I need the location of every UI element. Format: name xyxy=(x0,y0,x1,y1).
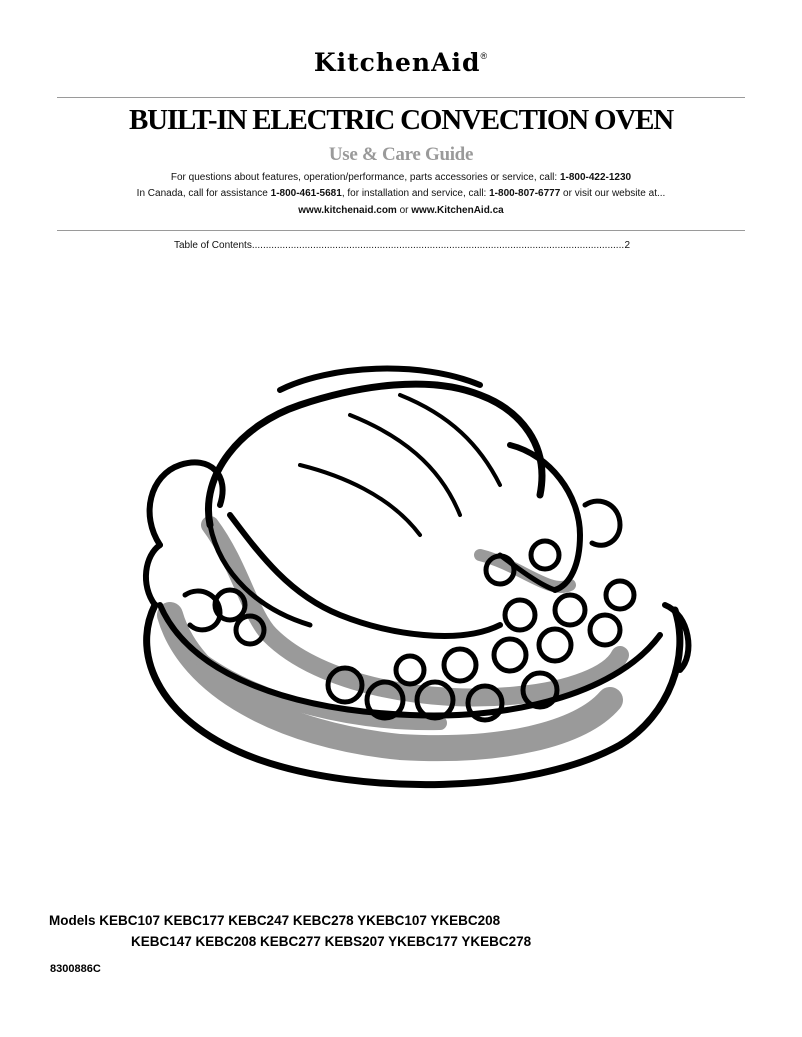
phone-number: 1-800-807-6777 xyxy=(489,188,561,199)
contact-text: or xyxy=(396,205,412,216)
model-list-line-1: Models KEBC107 KEBC177 KEBC247 KEBC278 YKEBC107 YKEBC208 xyxy=(49,913,501,928)
contact-text: In Canada, call for assistance xyxy=(136,188,271,199)
contact-line-3 xyxy=(0,205,802,216)
contact-text: or visit our website at... xyxy=(560,188,666,199)
contact-text: For questions about features, operation/performance, parts accessories or service, call: xyxy=(170,172,560,183)
toc-label: Table of Contents xyxy=(174,240,252,251)
website-link[interactable]: www.kitchenaid.com xyxy=(298,205,397,216)
contact-text: , for installation and service, call: xyxy=(341,188,490,199)
website-link[interactable]: www.KitchenAid.ca xyxy=(411,205,504,216)
roast-turkey-icon xyxy=(100,355,700,815)
brand-name: KitchenAid xyxy=(313,48,481,77)
toc-leader-dots xyxy=(252,240,625,251)
toc-page-number: 2 xyxy=(624,240,630,251)
toc-entry[interactable] xyxy=(174,240,630,251)
registered-mark: ® xyxy=(480,51,489,61)
document-title: BUILT-IN ELECTRIC CONVECTION OVEN xyxy=(128,104,674,136)
document-subtitle: Use & Care Guide xyxy=(328,144,474,165)
top-divider xyxy=(57,97,745,98)
brand-logo xyxy=(0,48,802,77)
phone-number: 1-800-461-5681 xyxy=(270,188,342,199)
contact-line-1 xyxy=(0,172,802,183)
contact-line-2 xyxy=(0,188,802,199)
phone-number: 1-800-422-1230 xyxy=(559,172,632,183)
toc-divider xyxy=(57,230,745,231)
part-number: 8300886C xyxy=(50,963,101,975)
model-list-line-2: KEBC147 KEBC208 KEBC277 KEBS207 YKEBC177 YKEBC278 xyxy=(131,934,532,949)
